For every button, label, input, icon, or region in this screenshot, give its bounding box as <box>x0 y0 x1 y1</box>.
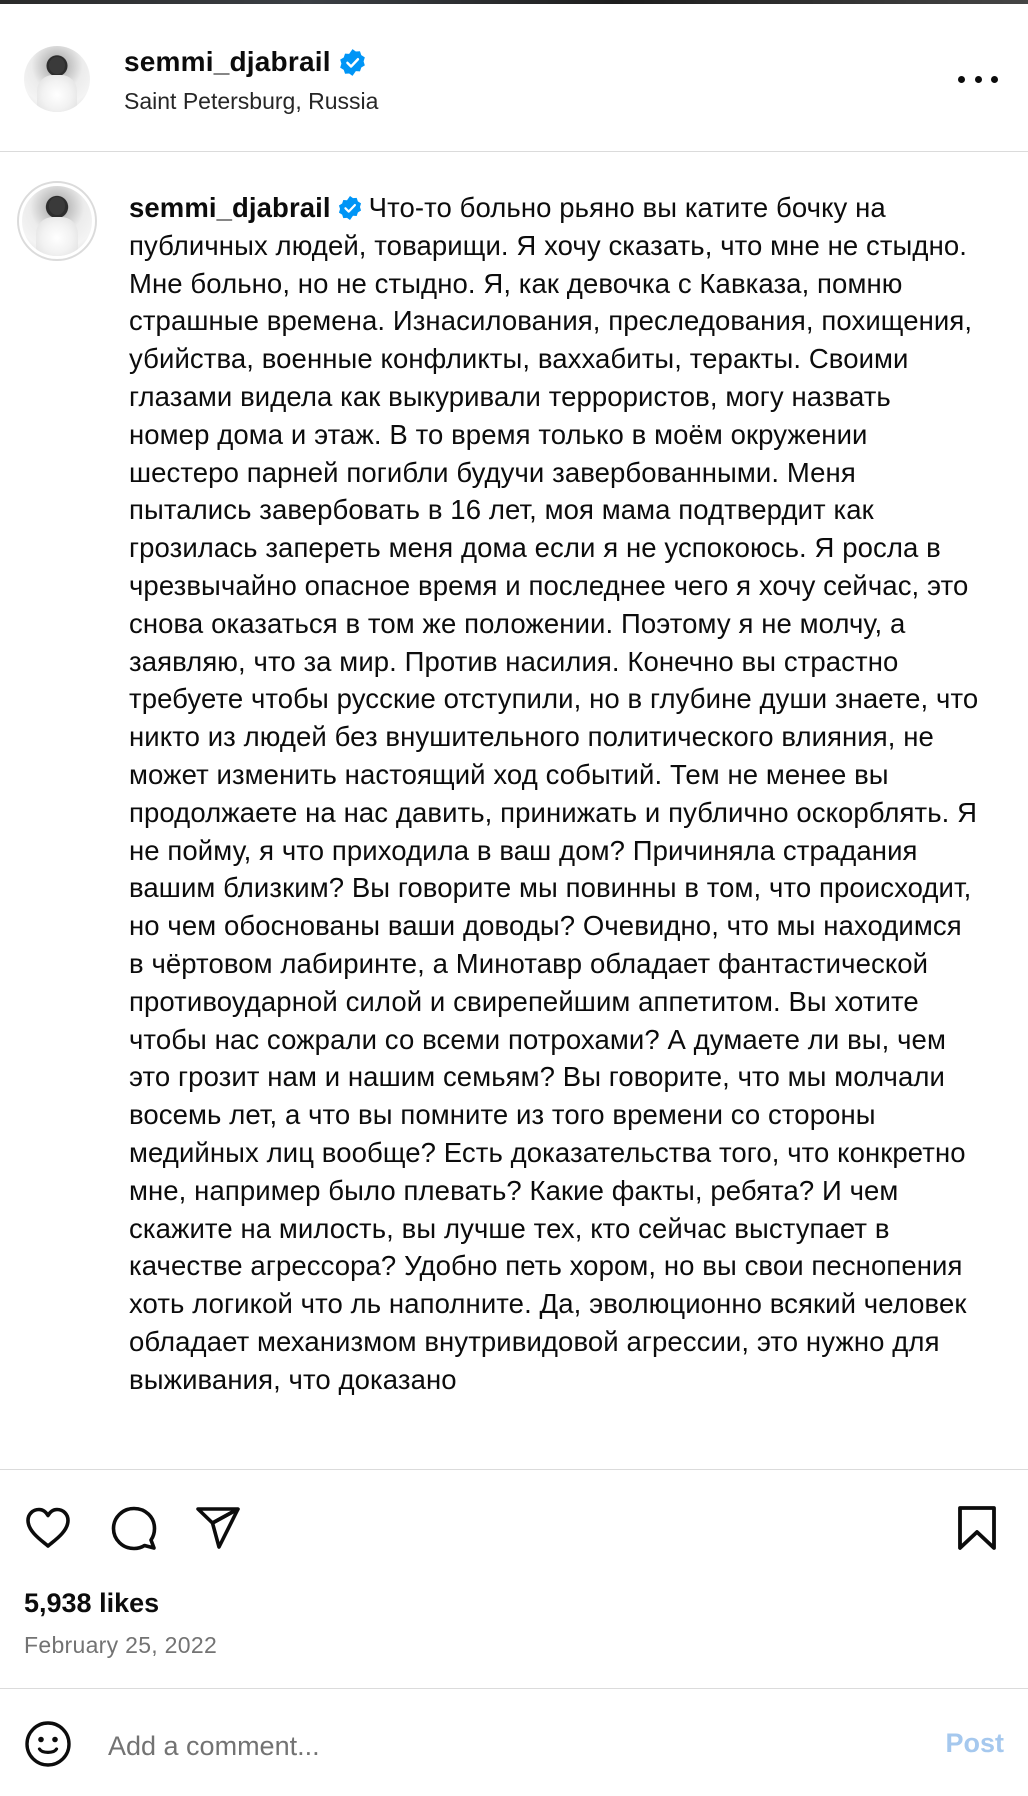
more-options-icon[interactable] <box>958 64 998 94</box>
likes-count[interactable]: 5,938 likes <box>24 1588 160 1618</box>
post-actions <box>0 1470 1028 1790</box>
post-header <box>0 4 1028 152</box>
verified-badge-icon <box>338 48 367 77</box>
caption-body: Что-то больно рьяно вы катите бочку на публичных людей, товарищи. Я хочу сказать, что мне не стыдно. Мне больно, но не стыдно. Я, как девочка с Кавказа, помню страшные времена. Изнасилования, преследования, похищения, убийства, военные конфликты, ваххабиты, теракты. Своими глазами видела как выкуривали террористов, могу назвать номер дома и этаж. В то время только в моём окружении шестеро парней погибли будучи завербованными. Меня пытались завербовать в 16 лет, моя мама подтвердит как грозилась запереть меня дома если я не успокоюсь. Я росла в чрезвычайно опасное время и последнее чего я хочу сейчас, это снова оказаться в том же положении. Поэтому я не молчу, а заявляю, что за мир. Против насилия. Конечно вы страстно требуете чтобы русские отступили, но в глубине души знаете, что никто из людей без внушительного политического влияния, не может изменить настоящий ход событий. Тем не менее вы продолжаете на нас давить, принижать и публично оскорблять. Я не пойму, я что приходила в ваш дом? Причиняла страдания вашим близким? Вы говорите мы повинны в том, что происходит, но чем обоснованы ваши доводы? Очевидно, что мы находимся в чёртовом лабиринте, а Минотавр обладает фантастической противоударной силой и свирепейшим аппетитом. Вы хотите чтобы нас сожрали со всеми потрохами? А думаете ли вы, чем это грозит нам и нашим семьям? Вы говорите, что мы молчали восемь лет, а что вы помните из того времени со стороны медийных лиц вообще? Есть доказательства того, что конкретно мне, например было плевать? Какие факты, ребята? И чем скажите на милость, вы лучше тех, кто сейчас выступает в качестве агрессора? Удобно петь хором, но вы свои песнопения хоть логикой что ль наполните. Да, эволюционно всякий человек обладает механизмом внутривидовой агрессии, это нужно для выживания, что доказано <box>129 192 979 1395</box>
divider <box>0 1688 1028 1689</box>
emoji-smile-icon[interactable] <box>24 1720 72 1768</box>
username-row <box>124 46 367 78</box>
post-date: February 25, 2022 <box>24 1632 218 1658</box>
post-comment-button[interactable]: Post <box>945 1728 1004 1758</box>
caption-avatar[interactable] <box>22 186 92 256</box>
location-link[interactable]: Saint Petersburg, Russia <box>124 88 379 114</box>
caption-username[interactable]: semmi_djabrail <box>129 192 331 223</box>
heart-icon[interactable] <box>24 1504 72 1552</box>
verified-badge-icon <box>337 195 363 221</box>
paper-plane-icon[interactable] <box>194 1504 242 1552</box>
caption-area[interactable] <box>0 152 1028 1470</box>
avatar[interactable] <box>24 46 90 112</box>
caption-text <box>129 189 979 1399</box>
username-link[interactable]: semmi_djabrail <box>124 46 331 77</box>
bookmark-icon[interactable] <box>956 1504 998 1552</box>
comment-input[interactable] <box>108 1722 908 1770</box>
comment-bubble-icon[interactable] <box>110 1504 158 1552</box>
